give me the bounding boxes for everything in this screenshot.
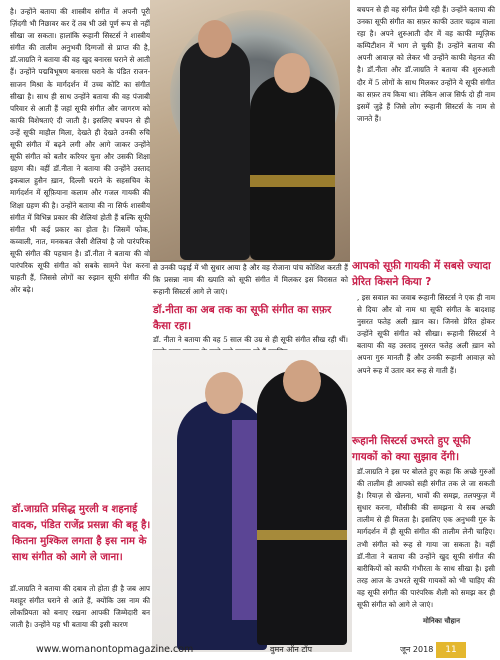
left-paragraph-2: डॉ.जाग्रति ने बताया की दबाव तो होता ही है जब आप मशहूर संगीत घराने से आते हैं, क्योंकि उस नाम की लोकप्रियता को बनाए रखना आपकी जिम्मेदारी बन जाती है। उन्होंने यह भी बताया की इसी कारण xyxy=(10,584,150,630)
figure-woman-black-dress xyxy=(257,370,347,645)
middle-paragraph: डॉ. नीता ने बताया की वह 5 साल की उम्र से ही सूफी संगीत सीख रही थीं। xyxy=(153,335,348,344)
page-number: 11 xyxy=(436,642,466,658)
right-column-bottom xyxy=(357,466,495,611)
left-column-bottom xyxy=(10,583,150,631)
heading-jagrati-question: डॉ.जाग्रति प्रसिद्ध मुरली व शहनाई वादक, पंडित राजेंद्र प्रसन्ना की बहू है। कितना मुश्किल लगता है इस नाम के साथ संगीत को आगे ले जाना। xyxy=(12,504,151,563)
photo-sisters-top xyxy=(150,0,350,262)
right-column xyxy=(357,4,495,125)
issue-date: जून 2018 xyxy=(400,645,434,654)
photo-sisters-bottom xyxy=(152,350,352,652)
figure-woman-blue-dress xyxy=(177,400,267,650)
heading-advice: रूहानी सिस्टर्स उभरते हुए सूफी गायकों को क्या सुझाव देंगी। xyxy=(352,435,471,463)
middle-text-top: से उनकी पढ़ाई में भी सुधार आया है और वह रोजाना पांच कोशिश करती हैं कि प्रसन्ना नाम की ख्याति को सूफी संगीत में मिलकर इस विरासत को रूहानी सिस्टर्स आगे ले जाएं। xyxy=(153,263,348,296)
right-column-middle xyxy=(357,292,495,377)
figure-woman-right xyxy=(250,75,335,260)
right-paragraph-1: बचपन से ही वह संगीत प्रेमी रही हैं। उन्होंने बताया की उनका सूफी संगीत का सफ़र काफी उतार चढ़ाव वाला रहा है। अपने शुरुआती दौर में वह काफी म्यूज़िक कम्पिटीशन में भाग ले चुकी हैं। उन्होंने बताया की अपनी आवाज़ को लेकर भी उन्होंने काफी मेहनत की है। डॉ.नीता और डॉ.जाग्रति ने बताया की शुरुआती दौर में 5 लोगों के साथ मिलकर उन्होंने ये सूफी संगीत का सफ़र तय किया था। लेकिन आज सिर्फ दो ही नाम इसमें जुड़े हैं जिसे लोग रूहानी सिस्टर्स के नाम से जानते हैं। xyxy=(357,5,495,123)
left-column xyxy=(10,6,150,296)
magazine-name: वुमन ऑन टॉप xyxy=(270,645,313,654)
right-paragraph-3: डॉ.जाग्रति ने इस पर बोलते हुए कहा कि अच्छे गुरुओं की तालीम ही आपको सही संगीत तक ले जा सकती है। रियाज़ से खेलना, भावों की समझ, तलफ्फुज़ में सुधार करना, मौसीकी की समझना ये सब अच्छी तालीम से ही मिलता है। इसलिए एक अनुभवी गुरु के मार्गदर्शन में ही सूफी संगीत की तालीम लेनी चाहिए। तभी संगीत को रूह से गाया जा सकता है। वहीं डॉ.नीता ने बताया की उन्होंने खुद सूफी संगीत की बारीकियों को काफी गंभीरता के साथ सीखा है। इसी तरह आज के उभरते सूफी गायकों को भी चाहिए की वह सूफी संगीत की पारंपरिक शैली को समझ कर ही सूफी संगीत को आगे ले जाएं। xyxy=(357,467,495,610)
heading-neeta-journey: डॉ.नीता का अब तक का सूफी संगीत का सफ़र कैसा रहा। xyxy=(153,304,332,332)
heading-inspiration: आपको सूफ़ी गायकी में सबसे ज्यादा प्रेरित किसने किया ? xyxy=(352,260,491,288)
right-paragraph-2: , इस सवाल का जवाब रूहानी सिस्टर्स ने एक ही नाम से दिया और वो नाम था सूफी संगीत के बादशाह नुसरत फतेह अली ख़ान का। जिनसे प्रेरित होकर उन्होंने सूफी संगीत को सीखा। रूहानी सिस्टर्स ने बताया की वह उस्ताद नुसरत फतेह अली ख़ान को अपना गुरु मानती हैं और उनकी रूहानी आवाज़ को अपने रूह में उतार कर रूह से गाती हैं। xyxy=(357,293,495,375)
page-footer xyxy=(0,642,500,660)
author-credit: मोनिका चौहान xyxy=(423,617,460,625)
figure-woman-left xyxy=(180,40,250,260)
left-paragraph-1: है। उन्होंने बताया की शास्त्रीय संगीत में अपनी पूरी ज़िंदगी भी निछावर कर दें तब भी उसे पूर्ण रूप से नहीं सीखा जा सकता। हालांकि रूहानी सिस्टर्स ने शास्त्रीय संगीत की तालीम अनुभवी दिग्गजों से प्राप्त की है, डॉ.जाग्रति ने बताया की वह खुद बनारस घराने से आती हैं। उन्होंने पद्मविभूषण बनारस घराने के पंडित राजन-साजन मिश्रा के मार्गदर्शन में उच्च कोटि का संगीत सीखा है। साथ ही साथ उन्होंने बताया की वह पंजाबी परिवार से आती हैं जहां सूफी संगीत और जागरण को काफी विशेषताएं दी जाती है। इसलिए बचपन से ही उन्हें सूफी माहौल मिला, देखते ही देखते उनकी रुचि सूफी संगीत में बढ़ने लगी और आगे जाकर उन्होंने सूफी संगीत को बतौर करियर चुना और उसकी शिक्षा ग्रहण की। वहीं डॉ.नीता ने बताया की उन्होंने उस्ताद इकबाल हुसैन ख़ान, दिल्ली घराने के सहसचिव के मार्गदर्शन में सूफ़ियाना कलाम और गजल गायकी की शिक्षा ग्रहण की है। उन्होंने बताया की ना सिर्फ शास्त्रीय संगीत में विभिन्न प्रकार की शैलियां होती हैं बल्कि सूफी संगीत भी कई प्रकार का होता है। जिसमें फोक, कव्वाली, नात, मनकबत जैसी शैलियां है जो पारंपरिक सूफी संगीत की पहचान है। डॉ.नीता ने बताया की वो पारंपरिक सूफी संगीत को सबके सामने पेश करना चाहती हैं, जिससे लोगों का रुझान सूफी संगीत की ओर बढ़े। xyxy=(10,7,150,295)
website-url: www.womanontopmagazine.com xyxy=(36,644,194,655)
